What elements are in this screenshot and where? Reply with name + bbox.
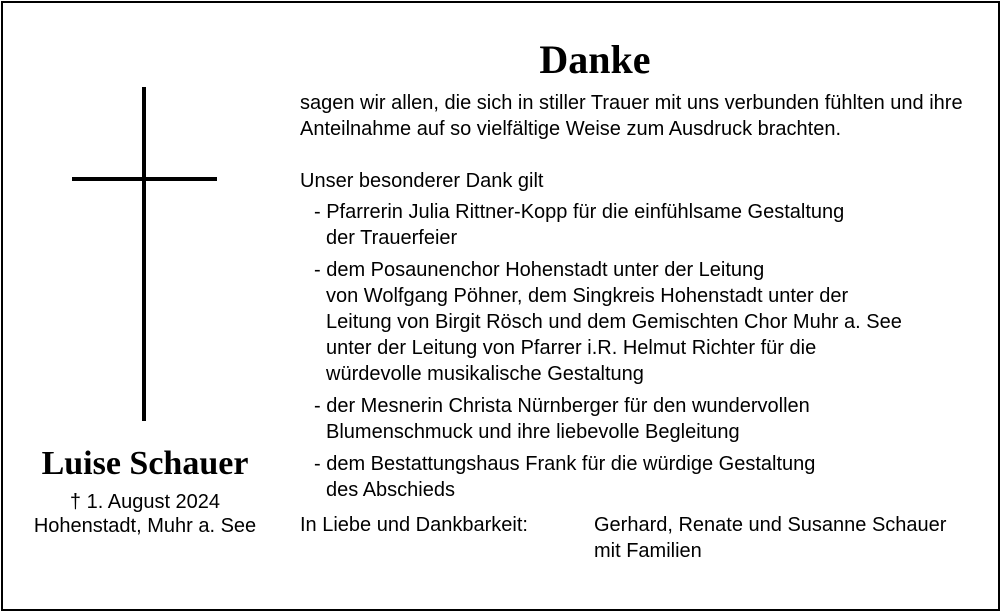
death-date: † 1. August 2024 (69, 491, 221, 513)
deceased-place: Hohenstadt, Muhr a. See (33, 515, 257, 537)
cross-icon-horizontal-bar (72, 177, 217, 181)
notice-title: Danke (539, 37, 651, 82)
intro-text: sagen wir allen, die sich in stiller Trauer mit uns verbunden fühlten und ihre Anteilnahme auf so vielfältige Weise zum Ausdruck brachten. (300, 92, 963, 140)
deceased-name: Luise Schauer (41, 445, 249, 482)
closing-text: In Liebe und Dankbarkeit: (300, 514, 528, 536)
cross-icon-vertical-bar (142, 87, 146, 421)
list-item: - dem Posaunenchor Hohenstadt unter der Leitung von Wolfgang Pöhner, dem Singkreis Hohenstadt unter der Leitung von Birgit Rösch und dem Gemischten Chor Muhr a. See unter der Leitung von Pfarrer i.R. Helmut Richter für die würdevolle musikalische Gestaltung (314, 259, 902, 385)
thanks-list (314, 199, 974, 509)
list-item: - dem Bestattungshaus Frank für die würdige Gestaltung des Abschieds (314, 453, 816, 501)
list-item: - Pfarrerin Julia Rittner-Kopp für die einfühlsame Gestaltung der Trauerfeier (314, 201, 845, 249)
thanks-intro: Unser besonderer Dank gilt (300, 170, 544, 192)
list-item: - der Mesnerin Christa Nürnberger für den wundervollen Blumenschmuck und ihre liebevolle Begleitung (314, 395, 810, 443)
signers: Gerhard, Renate und Susanne Schauer mit Familien (594, 514, 947, 562)
